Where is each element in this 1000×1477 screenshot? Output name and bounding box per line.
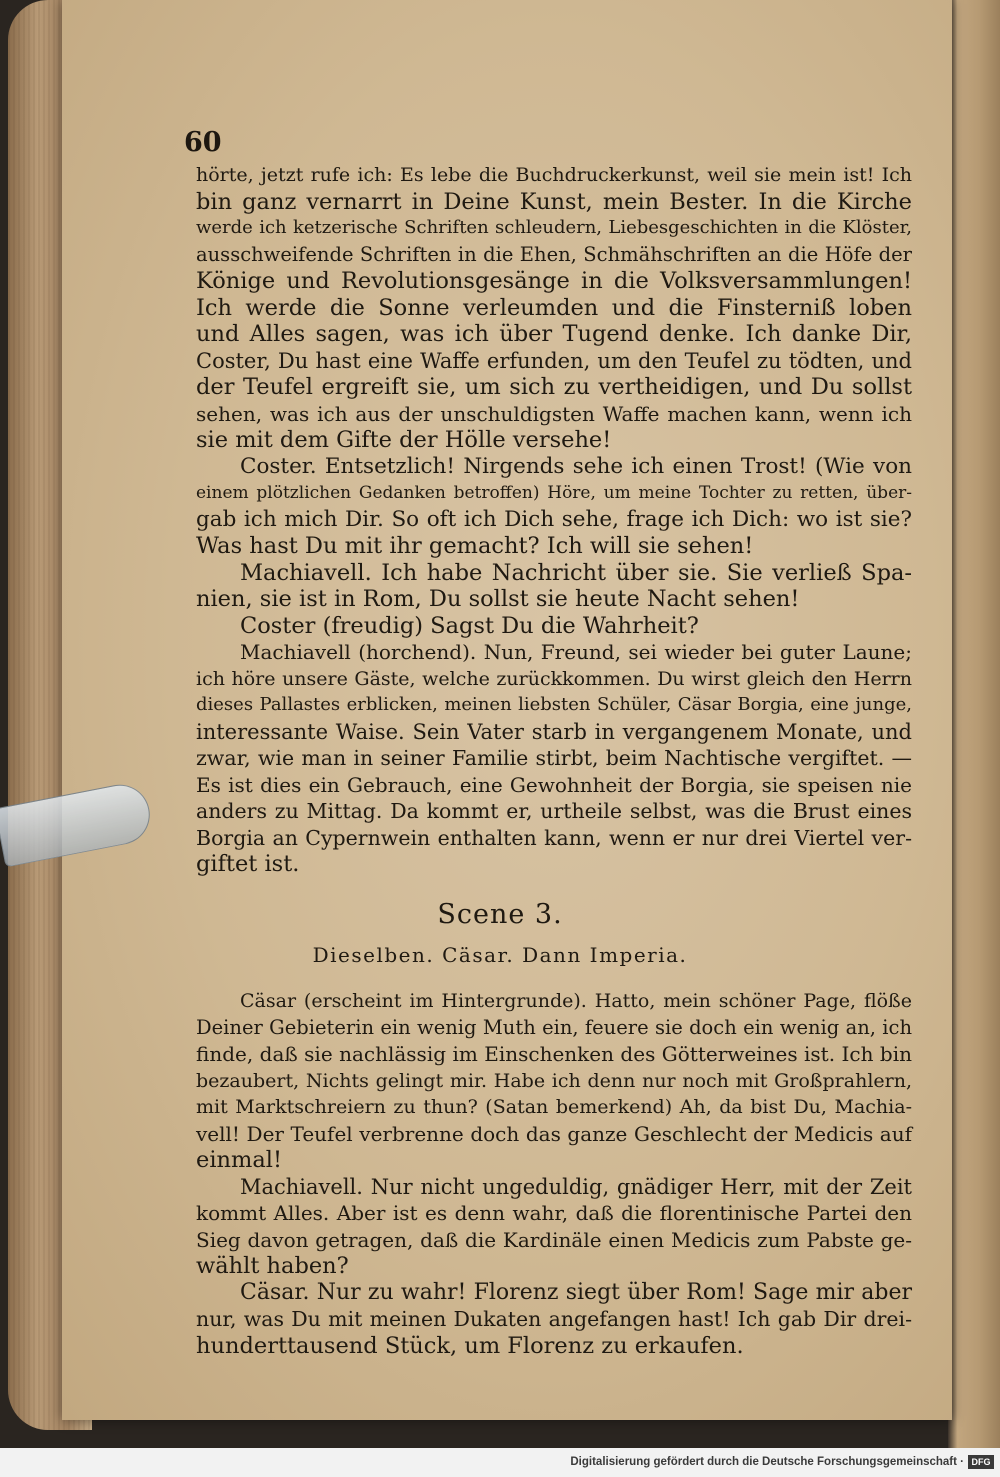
text-line: einem plötzlichen Gedanken betroffen) Höre, um meine Tochter zu retten, über-	[196, 483, 912, 503]
text-line: interessante Waise. Sein Vater starb in vergangenem Monate, und	[196, 719, 912, 744]
text-line: sehen, was ich aus der unschuldigsten Waffe machen kann, wenn ich	[196, 401, 912, 426]
book-spine	[948, 0, 1000, 1448]
text-line: Borgia an Cypernwein enthalten kann, wenn er nur drei Viertel ver-	[196, 825, 912, 850]
text-line: anders zu Mittag. Da kommt er, urtheile selbst, was die Brust eines	[196, 799, 912, 823]
text-line: Deiner Gebieterin ein wenig Muth ein, feuere sie doch ein wenig an, ich	[196, 1015, 912, 1039]
text-line: ausschweifende Schriften in die Ehen, Schmähschriften an die Höfe der	[196, 242, 912, 266]
text-line: hunderttausend Stück, um Florenz zu erkaufen.	[196, 1332, 744, 1359]
text-line: Machiavell. Nur nicht ungeduldig, gnädiger Herr, mit der Zeit	[240, 1174, 912, 1199]
text-line: Könige und Revolutionsgesänge in die Volksversammlungen!	[196, 268, 912, 294]
text-line: der Teufel ergreift sie, um sich zu vertheidigen, und Du sollst	[196, 374, 912, 400]
text-line: Cäsar. Nur zu wahr! Florenz siegt über Rom! Sage mir aber	[240, 1279, 912, 1305]
text-line: Coster (freudig) Sagst Du die Wahrheit?	[240, 612, 699, 639]
text-line: Coster. Entsetzlich! Nirgends sehe ich einen Trost! (Wie von	[240, 453, 912, 479]
text-block-top	[196, 162, 912, 878]
text-line: kommt Alles. Aber ist es denn wahr, daß die florentinische Partei den	[196, 1201, 912, 1225]
text-line: nur, was Du mit meinen Dukaten angefangen hast! Ich gab Dir drei-	[196, 1307, 912, 1331]
text-line: Was hast Du mit ihr gemacht? Ich will sie sehen!	[196, 533, 754, 559]
text-block-bottom	[196, 988, 912, 1359]
text-line: bezaubert, Nichts gelingt mir. Habe ich denn nur noch mit Großprahlern,	[196, 1069, 912, 1092]
text-line: zwar, wie man in seiner Familie stirbt, beim Nachtische vergiftet. —	[196, 746, 912, 770]
dfg-logo: DFG	[968, 1455, 994, 1469]
text-line: Sieg davon getragen, daß die Kardinäle einen Medicis zum Pabste ge-	[196, 1227, 912, 1252]
text-line: und Alles sagen, was ich über Tugend denke. Ich danke Dir,	[196, 321, 912, 347]
digitization-footer	[0, 1448, 1000, 1477]
text-line: vell! Der Teufel verbrenne doch das ganze Geschlecht der Medicis auf	[196, 1121, 912, 1146]
text-line: bin ganz vernarrt in Deine Kunst, mein Bester. In die Kirche	[196, 188, 912, 215]
text-line: dieses Pallastes erblicken, meinen liebsten Schüler, Cäsar Borgia, eine junge,	[196, 694, 912, 715]
funding-notice: Digitalisierung gefördert durch die Deutsche Forschungsgemeinschaft ·	[570, 1456, 964, 1468]
text-line: Machiavell (horchend). Nun, Freund, sei wieder bei guter Laune;	[240, 640, 912, 664]
page-number: 60	[184, 127, 222, 158]
text-line: Machiavell. Ich habe Nachricht über sie. Sie verließ Spa-	[240, 559, 912, 586]
text-line: finde, daß sie nachlässig im Einschenken des Götterweines ist. Ich bin	[196, 1042, 912, 1066]
text-line: Coster, Du hast eine Waffe erfunden, um den Teufel zu tödten, und	[196, 348, 912, 373]
text-line: sie mit dem Gifte der Hölle versehe!	[196, 427, 612, 453]
text-line: Es ist dies ein Gebrauch, eine Gewohnheit der Borgia, sie speisen nie	[196, 772, 912, 797]
text-line: einmal!	[196, 1147, 282, 1173]
text-line: ich höre unsere Gäste, welche zurückkommen. Du wirst gleich den Herrn	[196, 667, 912, 690]
text-line: werde ich ketzerische Schriften schleudern, Liebesgeschichten in die Klöster,	[196, 217, 912, 238]
text-line: giftet ist.	[196, 851, 300, 877]
text-line: nien, sie ist in Rom, Du sollst sie heute Nacht sehen!	[196, 586, 800, 612]
text-line: Ich werde die Sonne verleumden und die Finsterniß loben	[196, 294, 912, 321]
text-line: gab ich mich Dir. So oft ich Dich sehe, frage ich Dich: wo ist sie?	[196, 506, 912, 532]
text-line: hörte, jetzt rufe ich: Es lebe die Buchdruckerkunst, weil sie mein ist! Ich	[196, 164, 912, 186]
scene-heading: Scene 3.	[437, 899, 563, 930]
text-line: Cäsar (erscheint im Hintergrunde). Hatto, mein schöner Page, flöße	[240, 990, 912, 1012]
scene-cast: Dieselben. Cäsar. Dann Imperia.	[312, 943, 688, 967]
text-line: wählt haben?	[196, 1253, 349, 1279]
text-line: mit Marktschreiern zu thun? (Satan bemerkend) Ah, da bist Du, Machia-	[196, 1096, 912, 1118]
